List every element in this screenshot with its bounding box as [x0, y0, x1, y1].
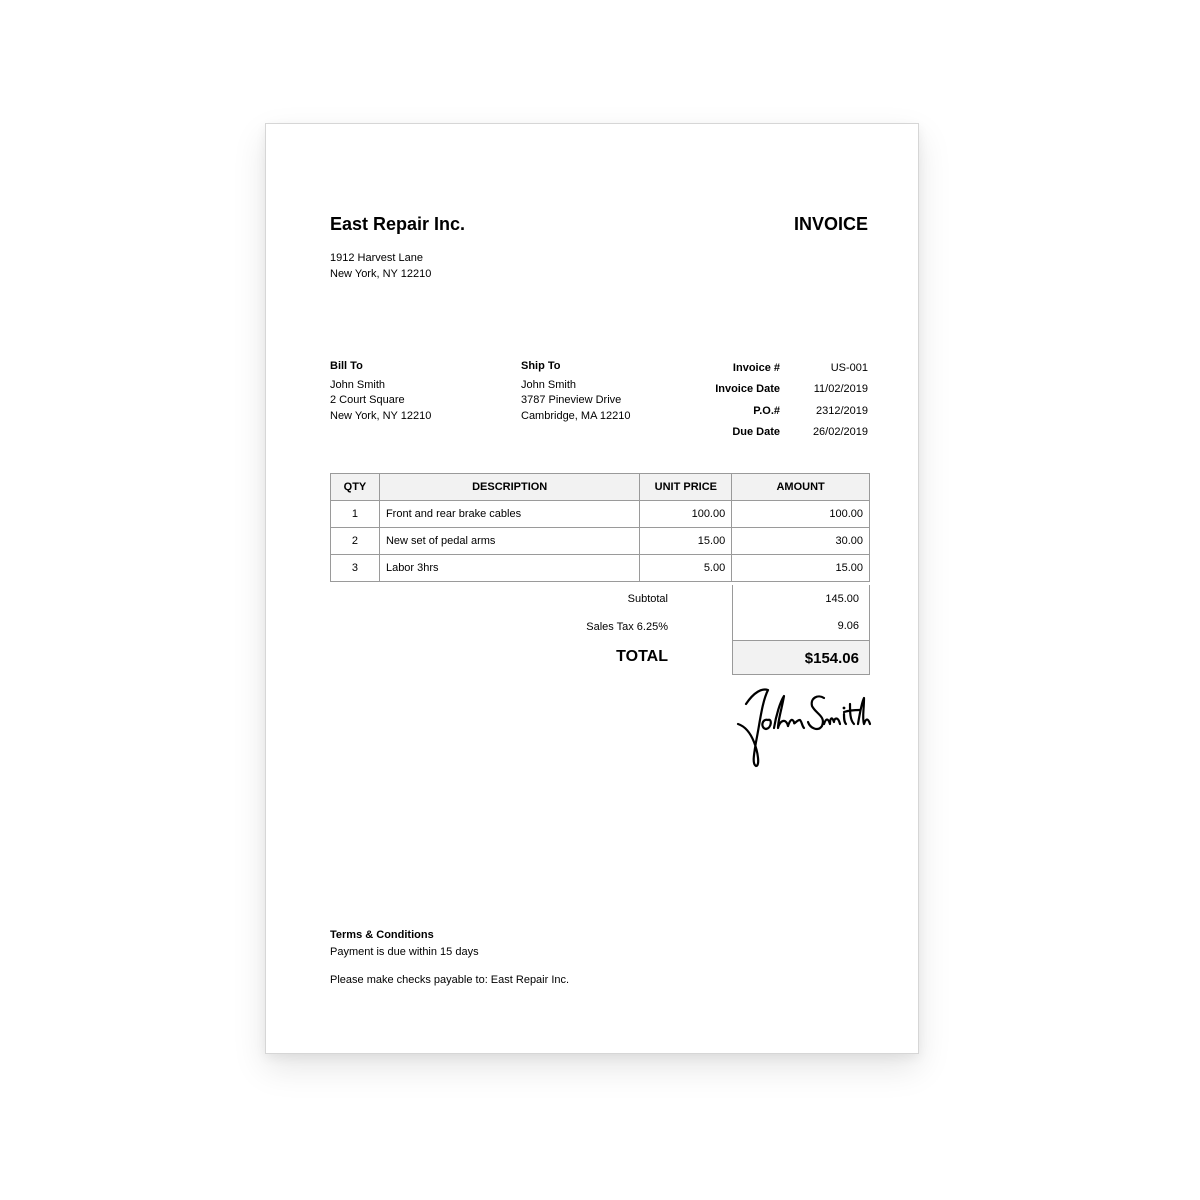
cell-amount: 30.00 [732, 528, 870, 555]
total-label: TOTAL [616, 648, 668, 665]
terms-heading: Terms & Conditions [330, 929, 434, 941]
bill-to-line2: New York, NY 12210 [330, 409, 432, 422]
header-amount: AMOUNT [732, 474, 870, 501]
table-header-row [331, 474, 870, 501]
total-value: $154.06 [732, 640, 870, 675]
cell-unit-price: 100.00 [640, 501, 732, 528]
table-row [331, 528, 870, 555]
sales-tax-label: Sales Tax 6.25% [586, 621, 668, 633]
bill-to-name: John Smith [330, 378, 386, 391]
cell-amount: 100.00 [732, 501, 870, 528]
meta-value: 2312/2019 [816, 404, 868, 417]
ship-to-line2: Cambridge, MA 12210 [521, 409, 631, 422]
cell-unit-price: 5.00 [640, 555, 732, 582]
sales-tax-value: 9.06 [732, 613, 870, 640]
meta-value: 26/02/2019 [812, 426, 868, 439]
meta-value: US-001 [830, 361, 868, 374]
signature [732, 682, 872, 774]
cell-description: Labor 3hrs [379, 555, 639, 582]
meta-value: 11/02/2019 [813, 383, 868, 396]
table-row [331, 501, 870, 528]
table-row [331, 555, 870, 582]
bill-to-line1: 2 Court Square [330, 394, 405, 406]
cell-amount: 15.00 [732, 555, 870, 582]
subtotal-value: 145.00 [732, 585, 870, 613]
terms-line1: Payment is due within 15 days [330, 946, 479, 958]
ship-to-block [521, 359, 630, 424]
meta-label: P.O.# [753, 404, 780, 417]
company-address [330, 251, 431, 282]
subtotal-label: Subtotal [627, 593, 668, 605]
invoice-page [265, 123, 919, 1054]
company-address-line1: 1912 Harvest Lane [330, 252, 423, 264]
invoice-meta [660, 357, 868, 443]
terms-line2: Please make checks payable to: East Repair Inc. [330, 974, 570, 986]
meta-row-invoice-date [660, 379, 868, 401]
bill-to-block [330, 359, 431, 424]
company-name: East Repair Inc. [330, 214, 466, 234]
header-qty: QTY [331, 474, 380, 501]
meta-label: Invoice Date [715, 383, 780, 396]
bill-to-heading: Bill To [330, 360, 363, 372]
header-unit-price: UNIT PRICE [640, 474, 732, 501]
meta-row-po [660, 400, 868, 422]
meta-row-invoice-number [660, 357, 868, 379]
meta-row-due-date [660, 422, 868, 444]
cell-description: New set of pedal arms [379, 528, 639, 555]
company-address-line2: New York, NY 12210 [330, 267, 432, 280]
cell-qty: 2 [331, 528, 380, 555]
cell-description: Front and rear brake cables [379, 501, 639, 528]
cell-qty: 1 [331, 501, 380, 528]
ship-to-name: John Smith [521, 378, 577, 391]
document-title: INVOICE [793, 214, 868, 234]
ship-to-line1: 3787 Pineview Drive [521, 394, 622, 406]
meta-label: Due Date [732, 426, 780, 439]
cell-qty: 3 [331, 555, 380, 582]
header-description: DESCRIPTION [379, 474, 639, 501]
line-items-table [330, 473, 870, 582]
meta-label: Invoice # [732, 361, 780, 374]
ship-to-heading: Ship To [521, 360, 561, 372]
terms-block [330, 929, 569, 986]
cell-unit-price: 15.00 [640, 528, 732, 555]
